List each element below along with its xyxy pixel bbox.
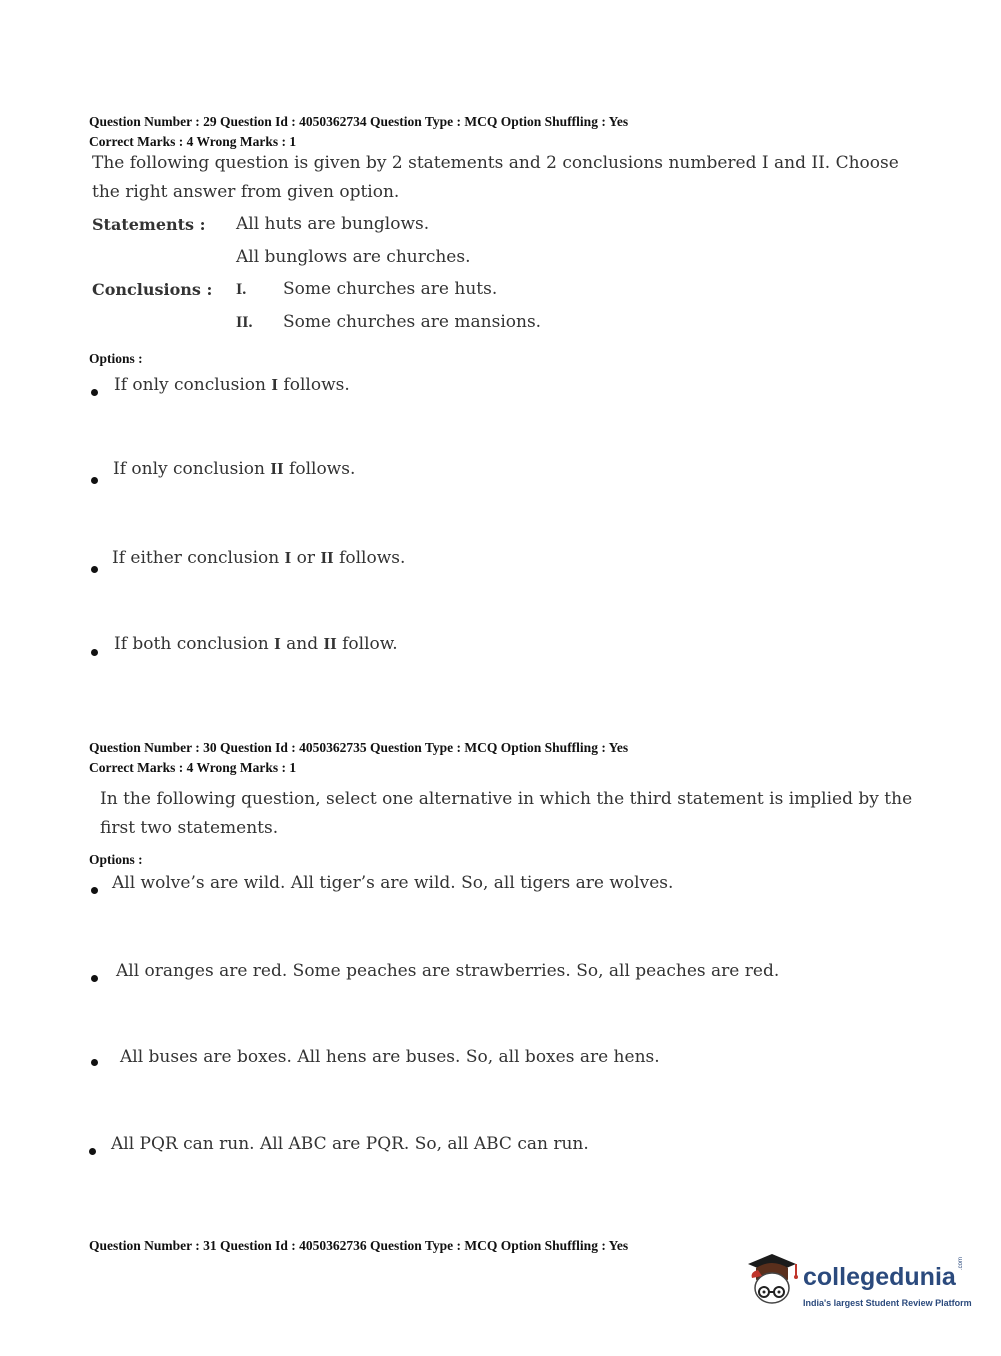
q30-options-label: Options : xyxy=(89,852,143,867)
q29-option-3-text: If either conclusion xyxy=(112,548,285,568)
q30-option-2-bullet xyxy=(91,975,98,982)
q30-option-1[interactable]: All wolve’s are wild. All tiger’s are wild. So, all tigers are wolves. xyxy=(112,873,674,893)
conclusion-1-number: I. xyxy=(236,281,247,298)
q29-meta-line2: Correct Marks : 4 Wrong Marks : 1 xyxy=(89,134,297,149)
q29-option-4-text: If both conclusion xyxy=(114,634,275,654)
q29-option-1-text: If only conclusion xyxy=(114,375,272,395)
conclusions-label: Conclusions : xyxy=(92,280,213,299)
q29-meta-line1: Question Number : 29 Question Id : 4050362734 Question Type : MCQ Option Shuffling : Yes xyxy=(89,114,629,129)
q29-option-3[interactable] xyxy=(112,548,405,568)
q29-option-3-tail: follows. xyxy=(333,548,406,568)
q29-option-1-roman: I xyxy=(271,375,279,394)
q30-stem-line2: first two statements. xyxy=(100,818,279,838)
conclusion-2: Some churches are mansions. xyxy=(283,312,542,332)
q29-option-4-bullet xyxy=(91,649,98,656)
collegedunia-tagline: India's largest Student Review Platform xyxy=(803,1298,972,1308)
q30-option-1-bullet xyxy=(91,887,98,894)
q29-option-2-bullet xyxy=(91,477,98,484)
q30-option-3-bullet xyxy=(91,1059,98,1066)
q29-option-2-text: If only conclusion xyxy=(113,459,271,479)
collegedunia-mascot-icon xyxy=(742,1250,802,1310)
q29-options-label: Options : xyxy=(89,351,143,366)
q29-option-1[interactable] xyxy=(114,375,350,395)
q29-option-1-tail: follows. xyxy=(278,375,350,395)
q29-option-3-mid: or xyxy=(291,548,321,568)
q30-meta-line1: Question Number : 30 Question Id : 4050362735 Question Type : MCQ Option Shuffling : Yes xyxy=(89,740,629,755)
conclusion-2-number: II. xyxy=(236,314,253,331)
q29-stem-line1: The following question is given by 2 statements and 2 conclusions numbered I and II. Choose xyxy=(92,153,899,173)
q30-option-4-bullet xyxy=(89,1148,96,1155)
q29-option-3-bullet xyxy=(91,566,98,573)
collegedunia-logo-text: collegedunia xyxy=(803,1263,956,1291)
q29-option-2-roman: II xyxy=(270,459,284,478)
q29-option-4-tail: follow. xyxy=(336,634,398,654)
collegedunia-logo-com: .com xyxy=(958,1256,964,1270)
q29-option-4-mid: and xyxy=(280,634,324,654)
q30-option-2[interactable]: All oranges are red. Some peaches are strawberries. So, all peaches are red. xyxy=(116,961,780,981)
q29-option-2-tail: follows. xyxy=(283,459,356,479)
statement-1: All huts are bunglows. xyxy=(236,214,430,234)
q30-meta-line2: Correct Marks : 4 Wrong Marks : 1 xyxy=(89,760,297,775)
q29-option-2[interactable] xyxy=(113,459,355,479)
q29-option-4-roman-a: I xyxy=(274,634,281,653)
q29-option-3-roman-b: II xyxy=(320,548,334,567)
q29-option-4[interactable] xyxy=(114,634,398,654)
statements-label: Statements : xyxy=(92,215,206,234)
q30-option-3[interactable]: All buses are boxes. All hens are buses. So, all boxes are hens. xyxy=(120,1047,660,1067)
q30-option-4[interactable]: All PQR can run. All ABC are PQR. So, all ABC can run. xyxy=(111,1134,589,1154)
q29-stem-line2: the right answer from given option. xyxy=(92,182,400,202)
q30-stem-line1: In the following question, select one alternative in which the third statement is implied by the xyxy=(100,789,913,809)
q29-option-4-roman-b: II xyxy=(323,634,337,653)
conclusion-1: Some churches are huts. xyxy=(283,279,498,299)
q31-meta-line1: Question Number : 31 Question Id : 4050362736 Question Type : MCQ Option Shuffling : Yes xyxy=(89,1238,629,1253)
q29-option-3-roman-a: I xyxy=(284,548,292,567)
q29-option-1-bullet xyxy=(91,389,98,396)
statement-2: All bunglows are churches. xyxy=(236,247,471,267)
